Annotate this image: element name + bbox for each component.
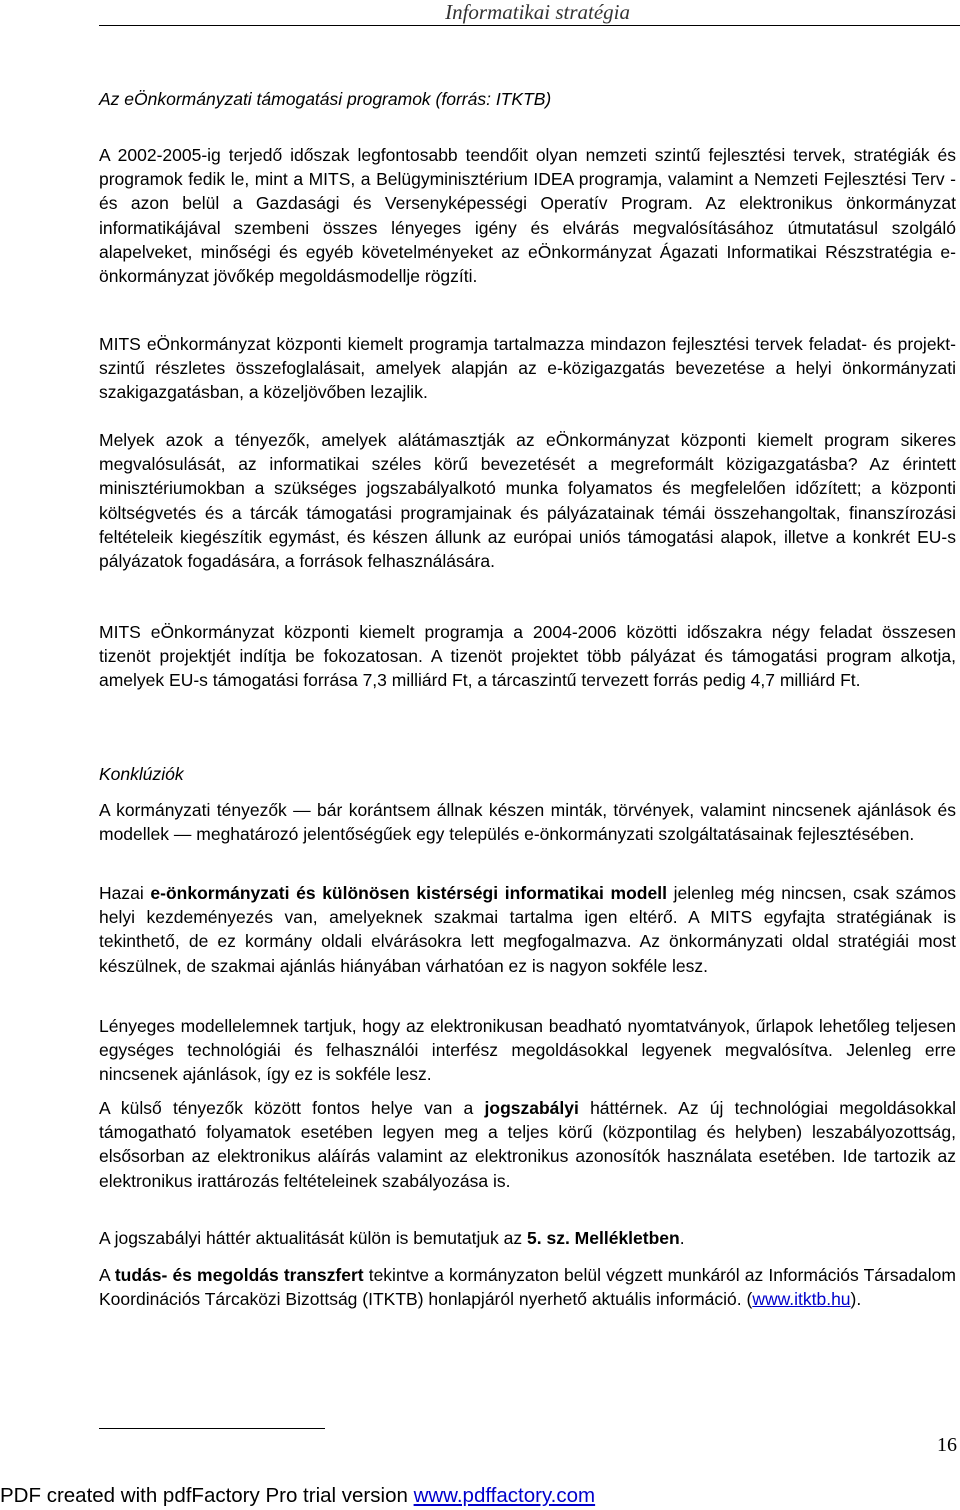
emphasis-text: tudás- és megoldás transzfert: [114, 1265, 364, 1285]
text-run: A jogszabályi háttér aktualitását külön is bemutatjuk az: [99, 1228, 528, 1248]
text-run: A: [99, 1265, 115, 1285]
text-run: Hazai: [99, 883, 151, 903]
page-header: [0, 0, 960, 27]
page-number: 16: [937, 1434, 957, 1456]
pdffactory-link[interactable]: www.pdffactory.com: [413, 1484, 596, 1507]
running-title: Informatikai stratégia: [445, 0, 630, 24]
header-rule: [99, 25, 960, 26]
text-run: tekintve a kormányzaton belül végzett munkáról az Információs Társadalom Koordinációs Tárcaközi Bizottság (ITKTB) honlapjáról nyerhető aktuális információ. (: [99, 1265, 956, 1310]
paragraph-programs-4: MITS eÖnkormányzat központi kiemelt programja a 2004-2006 közötti időszakra négy feladat összesen tizenöt projektjét indítja be fokozatosan. A tizenöt projektet több pályázat és támogatási program alkotja, amelyek EU-s támogatási forrása 7,3 milliárd Ft, a tárcaszintű tervezett forrás pedig 4,7 milliárd Ft.: [99, 622, 956, 691]
pdf-trial-banner: [0, 1483, 595, 1509]
emphasis-text: 5. sz. Mellékletben: [527, 1228, 680, 1248]
text-run: A külső tényezők között fontos helye van a: [99, 1098, 485, 1118]
text-run: .: [679, 1228, 685, 1248]
text-run: jelenleg még nincsen, csak számos helyi kezdeményezés van, amelyeknek szakmai tartalma igen eltérő. A MITS egyfajta stratégiának is tekinthető, de ez kormány oldali elvárásokra lett megfogalmazva. Az önkormányzati oldal stratégiái most készülnek, de szakmai ajánlás hiányában várhatóan ez is nagyon sokféle lesz.: [99, 883, 956, 976]
section-heading-programs: Az eÖnkormányzati támogatási programok (forrás: ITKTB): [99, 89, 552, 109]
paragraph-programs-1: A 2002-2005-ig terjedő időszak legfontosabb teendőit olyan nemzeti szintű fejlesztési tervek, stratégiák és programok fedik le, mint a MITS, a Belügyminisztérium IDEA programja, valamint a Nemzeti Fejlesztési Terv - és azon belül a Gazdasági és Versenyképességi Operatív Program. Az elektronikus önkormányzat informatikájával szembeni összes lényeges igény és elvárás megvalósításához útmutatásul szolgáló alapelveket, minőségi és egyéb követelményeket az eÖnkormányzat Ágazati Informatikai Részstratégia e-önkormányzat jövőkép megoldásmodellje rögzíti.: [99, 145, 956, 287]
itktb-link[interactable]: www.itktb.hu: [752, 1289, 851, 1310]
paragraph-conclusions-6: [99, 1263, 956, 1311]
emphasis-text: e-önkormányzati és különösen kistérségi informatikai modell: [150, 883, 667, 903]
paragraph-programs-2: MITS eÖnkormányzat központi kiemelt programja tartalmazza mindazon fejlesztési tervek feladat- és projekt-szintű részletes összefoglalásait, amelyek alapján az e-közigazgatás bevezetése a helyi önkormányzati szakigazgatásban, a közeljövőben lezajlik.: [99, 334, 956, 403]
section-heading-conclusions: Konklúziók: [99, 764, 184, 784]
text-run: háttérnek. Az új technológiai megoldásokkal támogatható folyamatok esetében legyen meg a teljes körű (központilag és helyben) leszabályozottság, elsősorban az elektronikus aláírás valamint az elektronikus azonosítók használata esetében. Ide tartozik az elektronikus irattározás feltételeinek szabályozása is.: [99, 1098, 956, 1191]
paragraph-conclusions-3: Lényeges modellelemnek tartjuk, hogy az elektronikusan beadható nyomtatványok, űrlapok lehetőleg teljesen egységes technológiái és felhasználói interfész megoldásokkal legyenek megvalósítva. Jelenleg erre nincsenek ajánlások, így ez is sokféle lesz.: [99, 1016, 956, 1085]
paragraph-conclusions-4: [99, 1096, 956, 1193]
footnote-separator: [99, 1428, 325, 1429]
emphasis-text: jogszabályi: [484, 1098, 579, 1118]
pdf-banner-text: PDF created with pdfFactory Pro trial version: [0, 1484, 414, 1507]
paragraph-conclusions-1: A kormányzati tényezők — bár korántsem állnak készen minták, törvények, valamint nincsenek ajánlások és modellek — meghatározó jelentőségűek egy település e-önkormányzati szolgáltatásainak fejlesztésében.: [99, 800, 956, 845]
paragraph-programs-3: Melyek azok a tényezők, amelyek alátámasztják az eÖnkormányzat központi kiemelt program sikeres megvalósulását, az informatikai széles körű bevezetését a megreformált közigazgatásba? Az érintett minisztériumokban a szükséges jogszabályalkotó munka folyamatos és megfelelően időzített; a központi költségvetés és a tárcák támogatási programjainak és pályázatainak témái összehangoltak, finanszírozási feltételeik kiegészítik egymást, és készen állunk az európai uniós támogatási alapok, illetve a konkrét EU-s pályázatok fogadására, a források felhasználására.: [99, 430, 956, 572]
paragraph-conclusions-2: [99, 881, 956, 978]
text-run: ).: [850, 1289, 862, 1310]
paragraph-conclusions-5: [99, 1226, 956, 1250]
